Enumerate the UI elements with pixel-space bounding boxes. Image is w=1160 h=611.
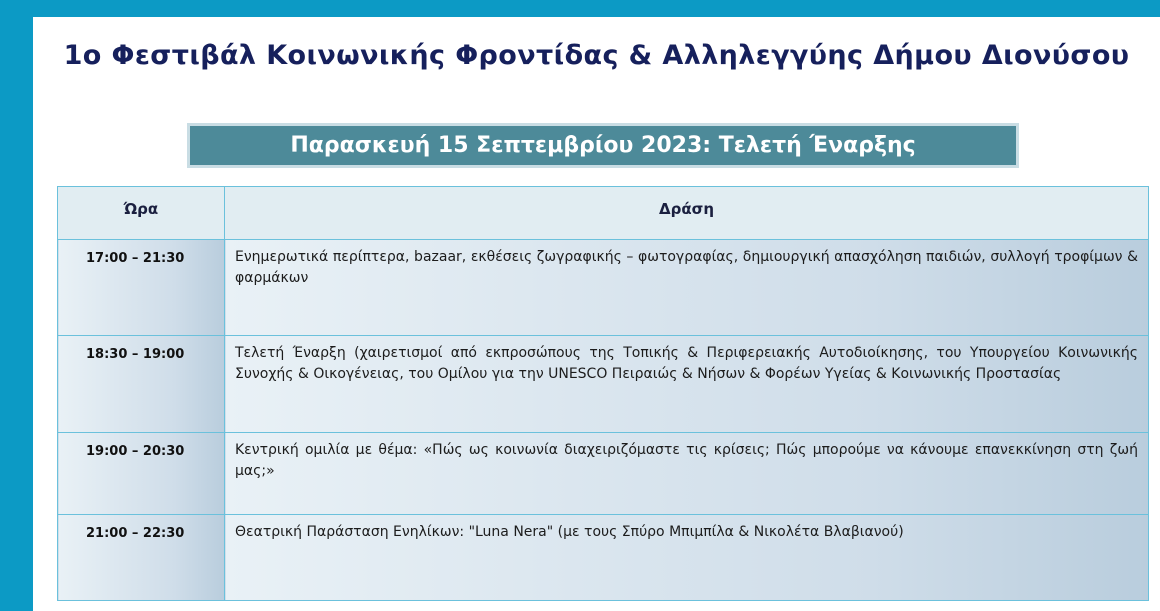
table-row	[58, 433, 1149, 515]
table-row	[58, 515, 1149, 601]
left-frame-bar	[0, 0, 33, 611]
activity-cell: Ενημερωτικά περίπτερα, bazaar, εκθέσεις ζωγραφικής – φωτογραφίας, δημιουργική απασχόληση παιδιών, συλλογή τροφίμων & φαρμάκων	[225, 240, 1149, 336]
date-banner: Παρασκευή 15 Σεπτεμβρίου 2023: Τελετή Έναρξης	[187, 123, 1019, 168]
table-header-row	[58, 187, 1149, 240]
activity-cell: Τελετή Έναρξη (χαιρετισμοί από εκπροσώπους της Τοπικής & Περιφερειακής Αυτοδιοίκησης, του Υπουργείου Κοινωνικής Συνοχής & Οικογένειας, του Ομίλου για την UNESCO Πειραιώς & Νήσων & Φορέων Υγείας & Κοινωνικής Προστασίας	[225, 336, 1149, 433]
page-title: 1ο Φεστιβάλ Κοινωνικής Φροντίδας & Αλληλεγγύης Δήμου Διονύσου	[63, 40, 1130, 71]
time-cell: 21:00 – 22:30	[58, 515, 225, 601]
top-frame-bar	[0, 0, 1160, 17]
time-cell: 17:00 – 21:30	[58, 240, 225, 336]
activity-cell: Θεατρική Παράσταση Ενηλίκων: "Luna Nera" (με τους Σπύρο Μπιμπίλα & Νικολέτα Βλαβιανού)	[225, 515, 1149, 601]
time-cell: 18:30 – 19:00	[58, 336, 225, 433]
activity-column-header: Δράση	[225, 187, 1149, 240]
schedule-table	[57, 186, 1149, 601]
table-row	[58, 240, 1149, 336]
table-row	[58, 336, 1149, 433]
activity-cell: Κεντρική ομιλία με θέμα: «Πώς ως κοινωνία διαχειριζόμαστε τις κρίσεις; Πώς μπορούμε να κάνουμε επανεκκίνηση στη ζωή μας;»	[225, 433, 1149, 515]
time-column-header: Ώρα	[58, 187, 225, 240]
time-cell: 19:00 – 20:30	[58, 433, 225, 515]
